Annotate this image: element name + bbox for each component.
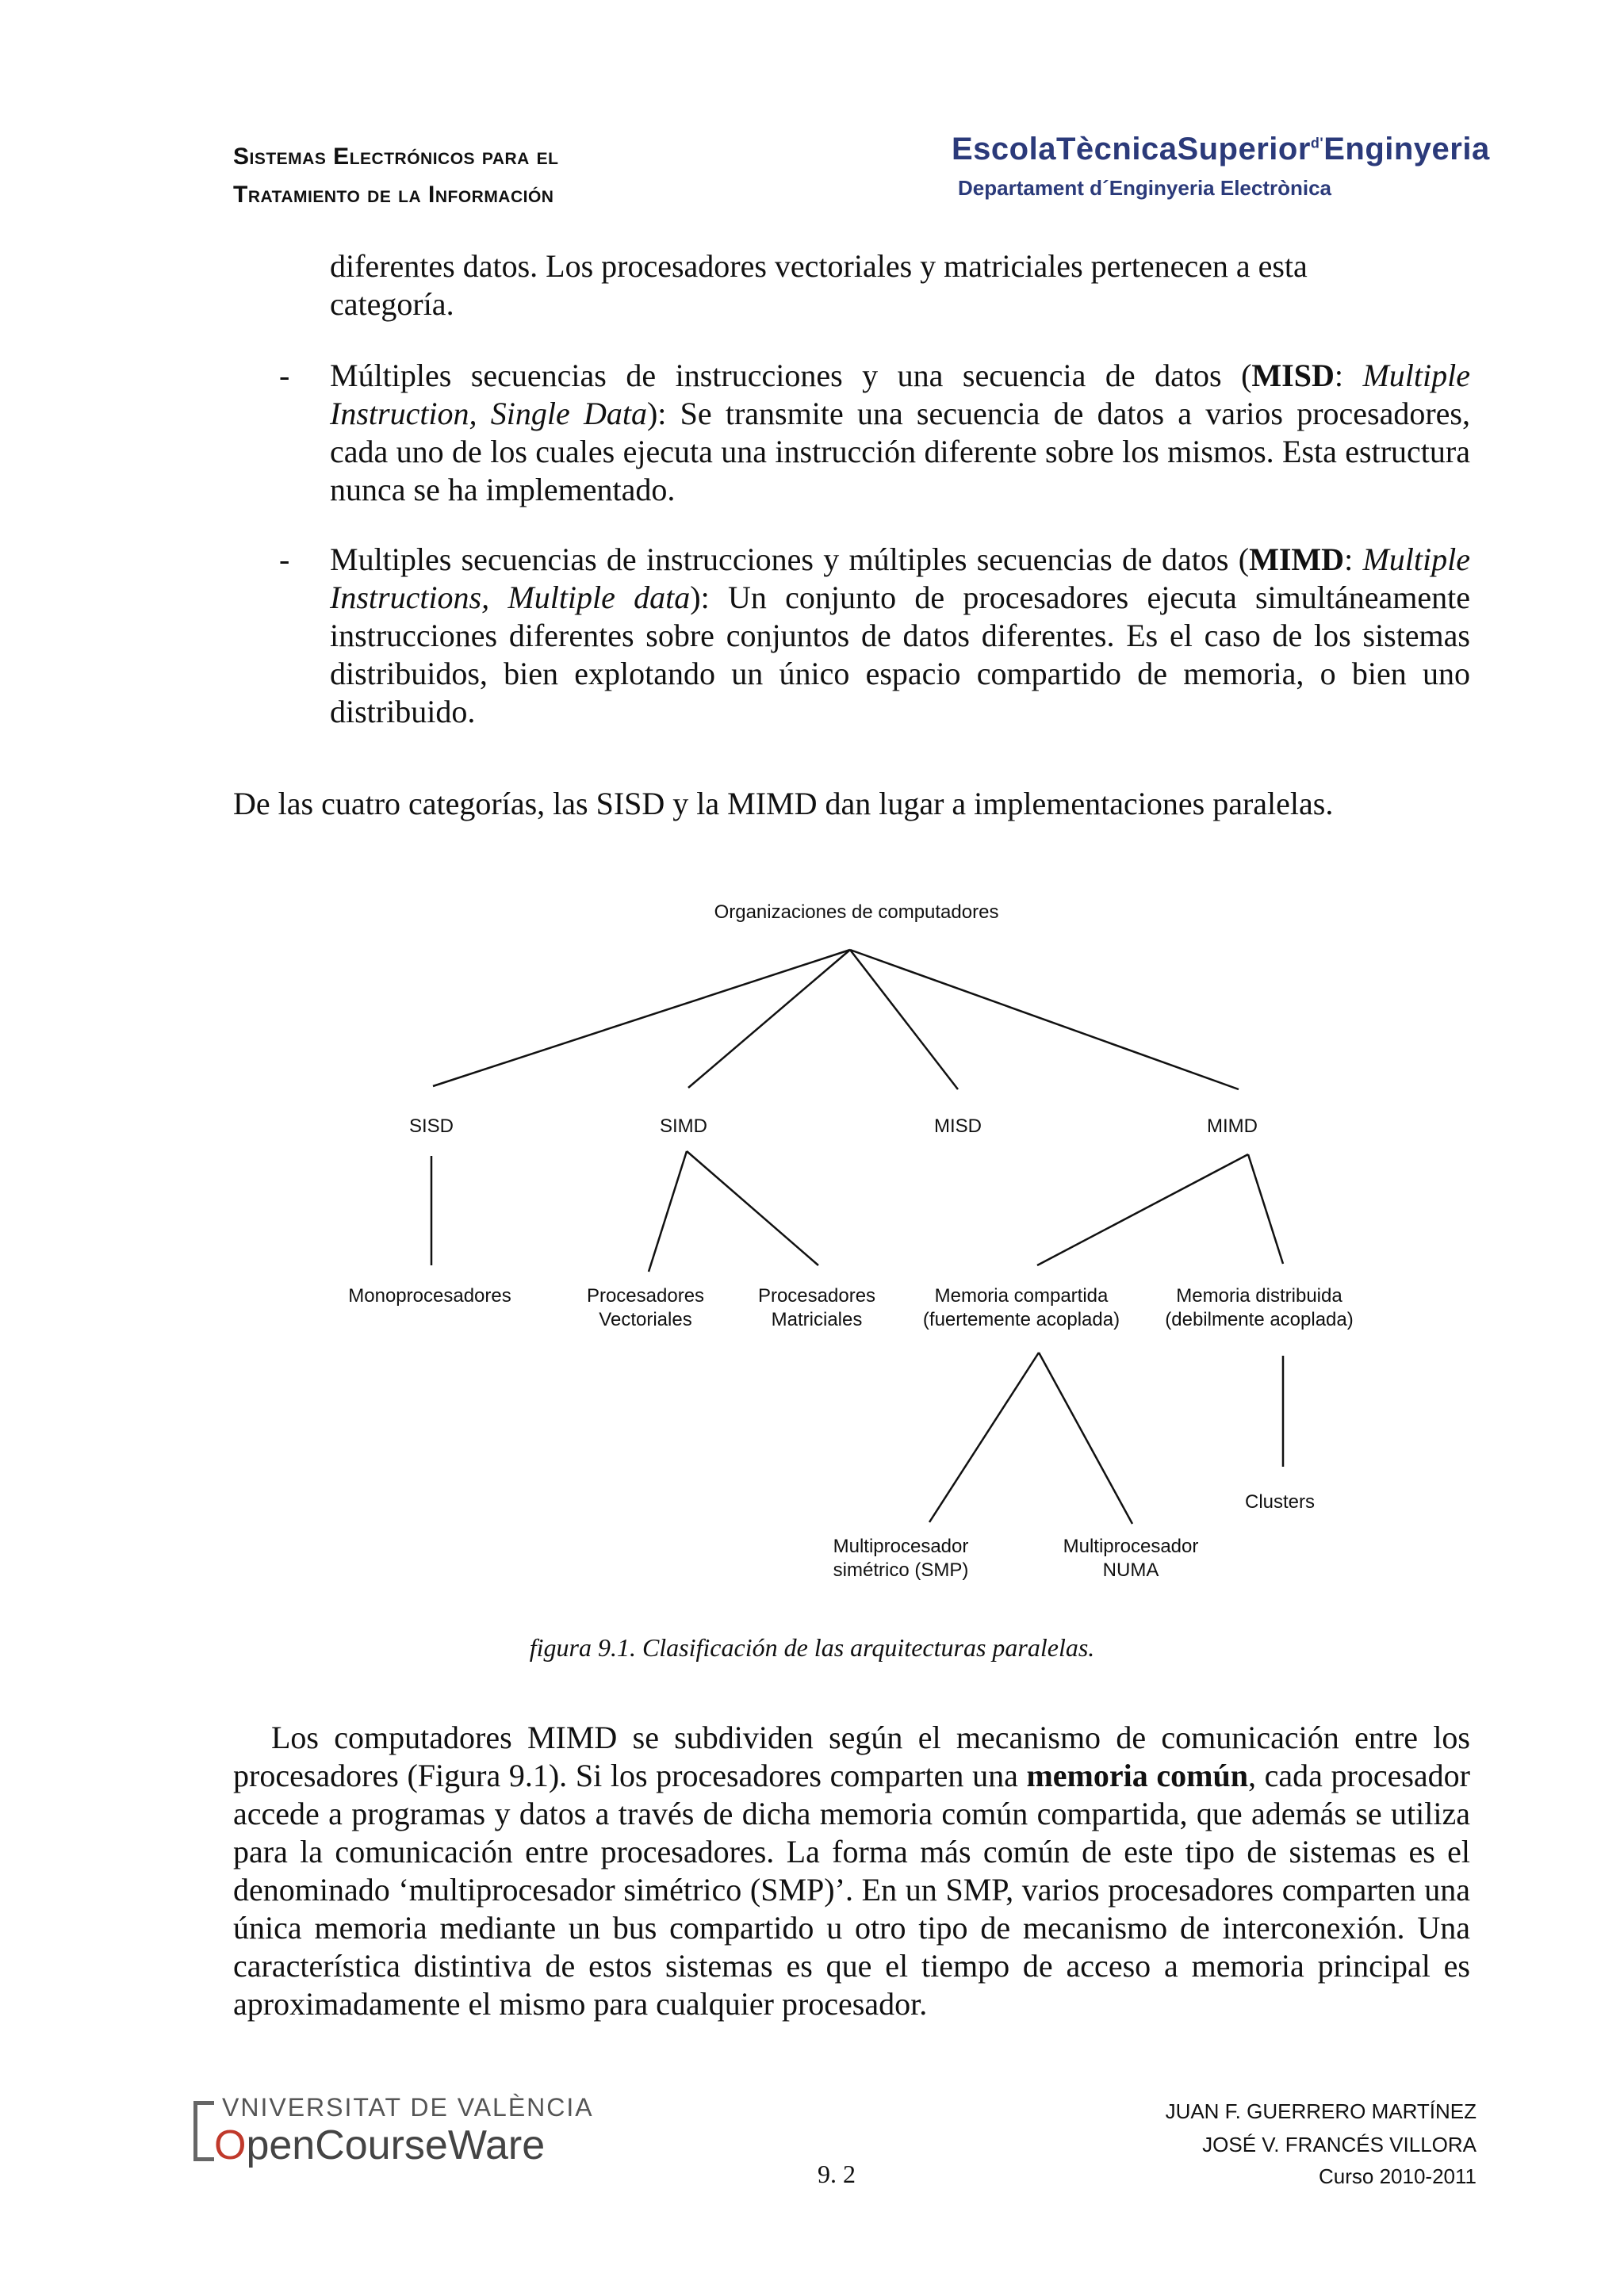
page-number: 9. 2	[818, 2160, 856, 2188]
mimd-text-1: Multiples secuencias de instrucciones y múltiples secuencias de datos (	[330, 541, 1250, 577]
node-simd: SIMD	[660, 1115, 707, 1137]
figure-caption: figura 9.1. Clasificación de las arquitecturas paralelas.	[529, 1633, 1095, 1662]
node-mimd: MIMD	[1207, 1115, 1258, 1137]
final-text-2: , cada procesador accede a programas y datos a través de dicha memoria común compartida, que además se utiliza para la comunicación entre procesadores. La forma más común de este tipo de sistemas es el denominado ‘multiprocesador simétrico (SMP)’. En un SMP, varios procesadores comparten una única memoria mediante un bus compartido u otro tipo de mecanismo de interconexión. Una característica distintiva de estos sistemas es que el tiempo de acceso a memoria principal es aproximadamente el mismo para cualquier procesador.	[233, 1758, 1471, 2022]
university-logo-mark	[193, 2101, 214, 2161]
paragraph-continuation-line2: categoría.	[330, 286, 454, 322]
bullet-dash-mimd: -	[279, 541, 290, 577]
node-numa-line1: Multiprocesador	[1063, 1536, 1199, 1557]
node-procesadores-matriciales	[758, 1284, 875, 1332]
node-smp	[833, 1535, 969, 1582]
node-numa	[1063, 1535, 1199, 1582]
paragraph-continuation-line1: diferentes datos. Los procesadores vectoriales y matriciales pertenecen a esta	[330, 248, 1308, 284]
edge-root-mimd	[850, 950, 1239, 1089]
node-shared-line2: (fuertemente acoplada)	[922, 1309, 1120, 1330]
node-numa-line2: NUMA	[1102, 1559, 1159, 1581]
opencourseware-rest: penCourseWare	[246, 2122, 546, 2168]
misd-text-2: :	[1334, 358, 1363, 393]
edge-root-sisd	[433, 950, 850, 1086]
opencourseware-o: O	[214, 2122, 247, 2168]
final-text-1: Los computadores MIMD se subdividen según el mecanismo de comunicación entre los procesadores (Figura 9.1). Si los procesadores comparten una	[233, 1720, 1470, 1793]
final-bold-memoria-comun: memoria común	[1026, 1758, 1248, 1793]
school-logo-part-e: Enginyeria	[1323, 132, 1490, 166]
node-sisd: SISD	[408, 1115, 454, 1137]
mimd-text-2: :	[1344, 541, 1363, 577]
node-procesadores-vectoriales	[587, 1284, 704, 1332]
node-monoprocesadores: Monoprocesadores	[348, 1285, 511, 1307]
node-memoria-compartida	[923, 1284, 1120, 1332]
node-clusters: Clusters	[1244, 1491, 1316, 1513]
node-smp-line1: Multiprocesador	[833, 1536, 969, 1557]
misd-text-1: Múltiples secuencias de instrucciones y una secuencia de datos (	[330, 358, 1252, 393]
department-name: Departament d´Enginyeria Electrònica	[958, 176, 1332, 200]
edge-simd-vect	[649, 1151, 687, 1272]
misd-acronym: MISD	[1251, 358, 1335, 393]
node-vect-line2: Vectoriales	[599, 1309, 692, 1330]
edge-simd-matr	[687, 1151, 818, 1265]
edge-shared-numa	[1039, 1353, 1132, 1524]
node-smp-line2: simétrico (SMP)	[833, 1559, 969, 1581]
edge-root-misd	[850, 950, 958, 1089]
mimd-italic: Multiple Instructions, Multiple data	[330, 541, 1470, 615]
bullet-dash-misd: -	[279, 358, 290, 393]
node-matr-line1: Procesadores	[757, 1285, 876, 1307]
mimd-acronym: MIMD	[1249, 541, 1345, 577]
author-2: JOSÉ V. FRANCÉS VILLORA	[1202, 2133, 1477, 2156]
school-logo-part-a: Escola	[952, 132, 1056, 166]
edge-root-simd	[688, 950, 850, 1088]
node-root: Organizaciones de computadores	[714, 901, 999, 923]
node-matr-line2: Matriciales	[771, 1309, 863, 1330]
edge-mimd-dist	[1248, 1154, 1283, 1264]
misd-italic: Multiple Instruction, Single Data	[330, 358, 1470, 431]
misd-text-3: ): Se transmite una secuencia de datos a varios procesadores, cada uno de los cuales ejecuta una instrucción diferente sobre los mismos. Esta estructura nunca se ha implementado.	[330, 396, 1470, 507]
school-logo-part-c: Superior	[1177, 132, 1311, 166]
university-name: VNIVERSITAT DE VALÈNCIA	[222, 2093, 594, 2122]
mimd-text-3: ): Un conjunto de procesadores ejecuta simultáneamente instrucciones diferentes sobre conjuntos de datos diferentes. Es el caso de los sistemas distribuidos, bien explotando un único espacio compartido de memoria, o bien uno distribuido.	[330, 580, 1470, 729]
node-dist-line1: Memoria distribuida	[1176, 1285, 1342, 1307]
node-misd: MISD	[934, 1115, 982, 1137]
header-title-line1: Sistemas Electrónicos para el	[233, 144, 559, 170]
edge-shared-smp	[929, 1353, 1039, 1522]
node-vect-line1: Procesadores	[586, 1285, 705, 1307]
paragraph-mimd-memory	[233, 1719, 1470, 2023]
node-dist-line2: (debilmente acoplada)	[1165, 1309, 1354, 1330]
school-logo-part-d: d'	[1310, 135, 1324, 151]
school-logo-part-b: Tècnica	[1055, 132, 1178, 166]
author-1: JUAN F. GUERRERO MARTÍNEZ	[1165, 2099, 1477, 2123]
node-shared-line1: Memoria compartida	[934, 1285, 1109, 1307]
header-title-line2: Tratamiento de la Información	[233, 182, 554, 208]
summary-sentence: De las cuatro categorías, las SISD y la MIMD dan lugar a implementaciones paralelas.	[233, 786, 1334, 821]
edge-mimd-shared	[1037, 1154, 1248, 1265]
course-year: Curso 2010-2011	[1319, 2164, 1477, 2188]
node-memoria-distribuida	[1165, 1284, 1353, 1332]
